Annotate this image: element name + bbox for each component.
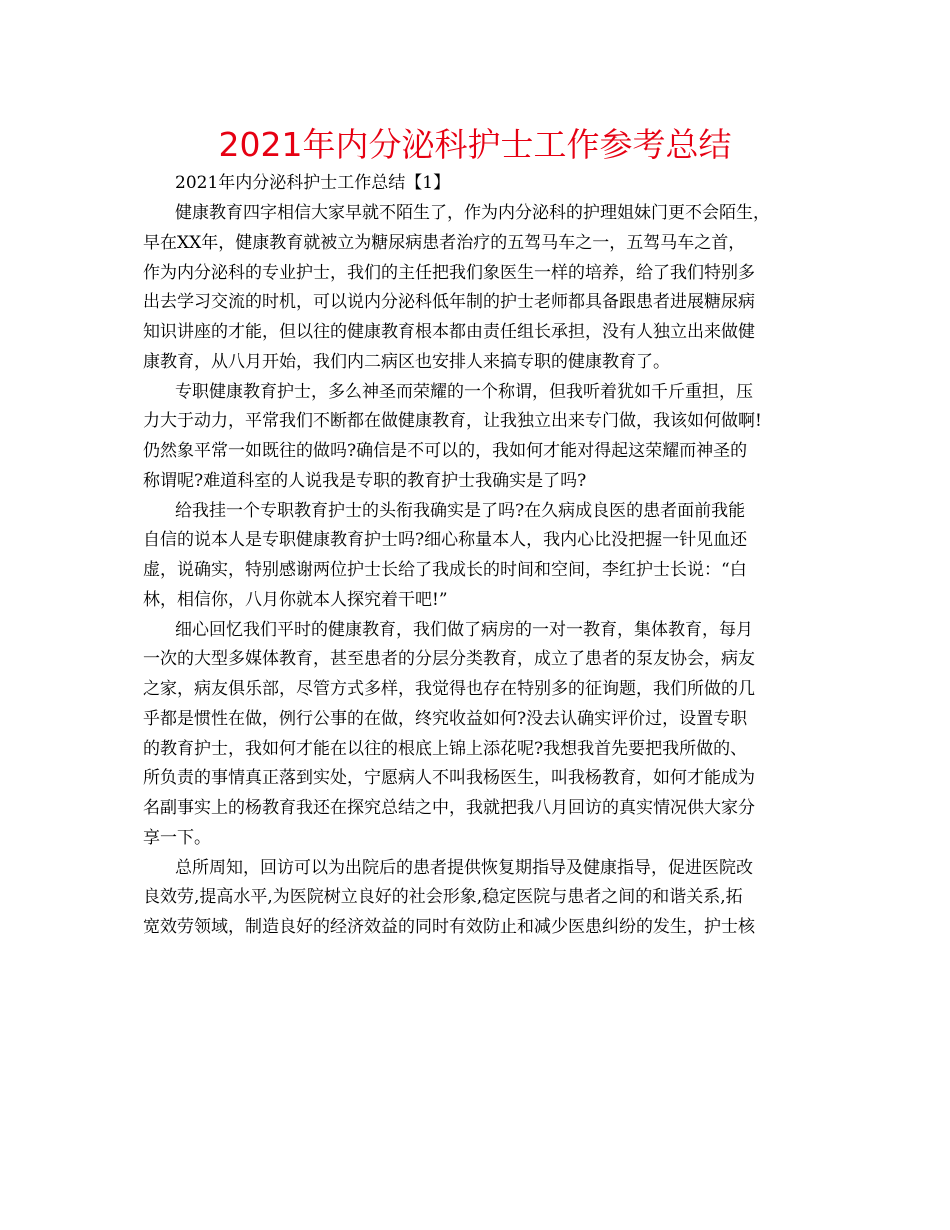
paragraph-line: 知识讲座的才能，但以往的健康教育根本都由责任组长承担，没有人独立出来做健 xyxy=(143,322,755,342)
paragraph xyxy=(143,854,823,943)
paragraph-line: 作为内分泌科的专业护士，我们的主任把我们象医生一样的培养，给了我们特别多 xyxy=(143,262,755,283)
paragraph xyxy=(143,199,823,378)
paragraph-line: 自信的说本人是专职健康教育护士吗?细心称量本人，我内心比没把握一针见血还 xyxy=(143,530,748,551)
paragraph-line: 细心回忆我们平时的健康教育，我们做了病房的一对一教育，集体教育，每月 xyxy=(175,619,753,640)
paragraph-line: 给我挂一个专职教育护士的头衔我确实是了吗?在久病成良医的患者面前我能 xyxy=(175,500,746,521)
paragraph-line: 虚，说确实，特别感谢两位护士长给了我成长的时间和空间，李红护士长说：“白 xyxy=(143,560,747,580)
paragraph-line: 总所周知，回访可以为出院后的患者提供恢复期指导及健康指导，促进医院改 xyxy=(175,857,753,878)
paragraph-line: 之家，病友俱乐部，尽管方式多样，我觉得也存在特别多的征询题，我们所做的几 xyxy=(143,679,755,699)
paragraph-line: 林，相信你，八月你就本人探究着干吧!” xyxy=(143,589,448,610)
paragraph-line: 宽效劳领域，制造良好的经济效益的同时有效防止和减少医患纠纷的发生，护士核 xyxy=(143,917,755,937)
paragraph-line: 康教育，从八月开始，我们内二病区也安排人来搞专职的健康教育了。 xyxy=(143,351,670,372)
paragraph-line: 健康教育四字相信大家早就不陌生了，作为内分泌科的护理姐妹门更不会陌生， xyxy=(175,203,770,223)
paragraph xyxy=(143,497,823,616)
paragraph xyxy=(143,616,823,854)
paragraph-line: 一次的大型多媒体教育，甚至患者的分层分类教育，成立了患者的泵友协会，病友 xyxy=(143,649,755,670)
paragraph-line: 的教育护士，我如何才能在以往的根底上锦上添花呢?我想我首先要把我所做的、 xyxy=(143,738,748,759)
paragraph-line: 出去学习交流的时机，可以说内分泌科低年制的护士老师都具备跟患者进展糖尿病 xyxy=(143,292,755,313)
paragraph-line: 良效劳,提高水平,为医院树立良好的社会形象,稳定医院与患者之间的和谐关系,拓 xyxy=(143,887,743,908)
document-body xyxy=(143,199,823,943)
paragraph-line: 力大于动力，平常我们不断都在做健康教育，让我独立出来专门做，我该如何做啊! xyxy=(143,411,762,432)
paragraph-line: 乎都是惯性在做，例行公事的在做，终究收益如何?没去认确实评价过，设置专职 xyxy=(143,708,748,729)
document-title: 2021年内分泌科护士工作参考总结 xyxy=(218,125,732,164)
paragraph-line: 早在XX年，健康教育就被立为糖尿病患者治疗的五驾马车之一，五驾马车之首， xyxy=(143,232,746,253)
paragraph xyxy=(143,378,823,497)
paragraph-line: 所负责的事情真正落到实处，宁愿病人不叫我杨医生，叫我杨教育，如何才能成为 xyxy=(143,768,755,789)
paragraph-line: 享一下。 xyxy=(143,827,211,848)
paragraph-line: 专职健康教育护士，多么神圣而荣耀的一个称谓，但我听着犹如千斤重担，压 xyxy=(175,381,753,402)
document-subtitle: 2021年内分泌科护士工作总结【1】 xyxy=(175,173,451,193)
paragraph-line: 名副事实上的杨教育我还在探究总结之中，我就把我八月回访的真实情况供大家分 xyxy=(143,798,755,818)
paragraph-line: 称谓呢?难道科室的人说我是专职的教育护士我确实是了吗? xyxy=(143,470,587,491)
paragraph-line: 仍然象平常一如既往的做吗?确信是不可以的，我如何才能对得起这荣耀而神圣的 xyxy=(143,441,748,461)
